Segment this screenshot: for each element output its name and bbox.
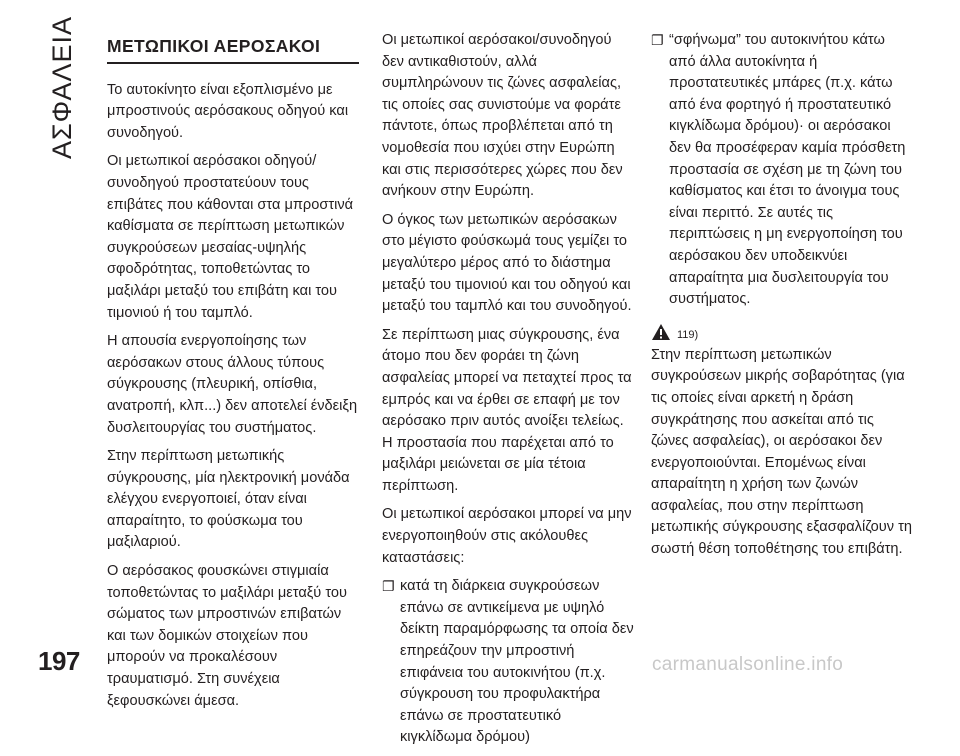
paragraph: Ο αερόσακος φουσκώνει στιγμιαία τοποθετώντας το μαξιλάρι μεταξύ του σώματος των μπροστινών επιβατών και των δομικών στοιχείων που μπορούν να προκαλέσουν τραυματισμό. Στη συνέχεια ξεφουσκώνει άμεσα. [107,563,347,709]
paragraph: Ο όγκος των μετωπικών αερόσακων στο μέγιστο φούσκωμά τους γεμίζει το μεγαλύτερο μέρος από το διάστημα μεταξύ του τιμονιού και του οδηγού και μεταξύ του ταμπλό και του συνοδηγού. [382,211,632,315]
checkbox-bullet-icon: ❐ [651,32,664,48]
section-tab [40,10,86,165]
paragraph: Στην περίπτωση μετωπικών συγκρούσεων μικρής σοβαρότητας (για τις οποίες είναι αρκετή η δράση συγκράτησης που ασκείται από τις ζώνες ασφαλείας), οι αερόσακοι δεν ενεργοποιούνται. Επομένως είναι απαραίτητη η χρήση των ζωνών ασφαλείας, που στην περίπτωση μετωπικής σύγκρουσης εξασφαλίζουν τη σωστή θέση τοποθέτησης του επιβάτη. [651,346,912,558]
section-title: ΜΕΤΩΠΙΚΟΙ ΑΕΡΟΣΑΚΟΙ [107,36,359,64]
page-number: 197 [38,646,80,676]
paragraph: Οι μετωπικοί αερόσακοι οδηγού/ συνοδηγού προστατεύουν τους επιβάτες που κάθονται στα μπροστινά καθίσματα σε περίπτωση μετωπικών συγκρούσεων μεσαίας-υψηλής σφοδρότητας, τοποθετώντας το μαξιλάρι μεταξύ του επιβάτη και του τιμονιού ή του ταμπλό. [107,153,354,321]
column-2 [382,30,634,756]
paragraph: Το αυτοκίνητο είναι εξοπλισμένο με μπροστινούς αερόσακους οδηγού και συνοδηγού. [107,81,349,141]
list-item-text: κατά τη διάρκεια συγκρούσεων επάνω σε αντικείμενα με υψηλό δείκτη παραμόρφωσης τα οποία δεν επηρεάζουν την μπροστινή επιφάνεια του αυτοκινήτου (π.χ. σύγκρουση του προφυλακτήρα επάνω σε προστατευτικό κιγκλίδωμα δρόμου) [400,578,634,746]
warning-ref-number: 119) [677,328,699,341]
paragraph: Στην περίπτωση μετωπικής σύγκρουσης, μία ηλεκτρονική μονάδα ελέγχου ενεργοποιεί, όταν είναι απαραίτητο, το φούσκωμα του μαξιλαριού. [107,448,350,551]
checkbox-bullet-icon: ❐ [382,578,395,595]
section-tab-label: ΑΣΦΑΛΕΙΑ [47,15,78,160]
paragraph: Η απουσία ενεργοποίησης των αερόσακων στους άλλους τύπους σύγκρουσης (πλευρική, οπίσθια, ανατροπή, κλπ...) δεν αποτελεί ένδειξη δυσλειτουργίας του συστήματος. [107,333,358,436]
paragraph: Οι μετωπικοί αερόσακοι μπορεί να μην ενεργοποιηθούν στις ακόλουθες καταστάσεις: [382,506,632,566]
warning-reference [651,323,913,341]
paragraph: Σε περίπτωση μιας σύγκρουσης, ένα άτομο που δεν φοράει τη ζώνη ασφαλείας μπορεί να πεταχτεί προς τα εμπρός και να έρθει σε επαφή με τον αερόσακο πριν αυτός ανοίξει τελείως. Η προστασία που παρέχεται από το μαξιλάρι μειώνεται σε μία τέτοια περίπτωση. [382,326,632,494]
watermark: carmanualsonline.info [652,654,844,675]
column-3 [651,30,913,568]
warning-triangle-icon [651,323,671,341]
paragraph: Οι μετωπικοί αερόσακοι/συνοδηγού δεν αντικαθιστούν, αλλά συμπληρώνουν τις ζώνες ασφαλείας, τις οποίες σας συνιστούμε να φοράτε πάντοτε, όπως προβλέπεται από τη νομοθεσία που ισχύει στην Ευρώπη και στις περισσότερες χώρες που δεν ανήκουν στην Ευρώπη. [382,32,623,200]
list-item-text: “σφήνωμα” του αυτοκινήτου κάτω από άλλα αυτοκίνητα ή προστατευτικές μπάρες (π.χ. κάτω από ένα φορτηγό ή προστατευτικό κιγκλίδωμα δρόμου)· οι αερόσακοι δεν θα προσέφεραν καμία πρόσθετη προστασία σε σχέση με τη ζώνη του καθίσματος και έτσι το άνοιγμα τους είναι περιττό. Σε αυτές τις περιπτώσεις η μη ενεργοποίηση του αερόσακου δεν υποδεικνύει απαραίτητα μια δυσλειτουργία του συστήματος. [669,32,906,308]
list-item [382,576,634,749]
column-1 [107,30,359,719]
list-item [651,30,913,311]
